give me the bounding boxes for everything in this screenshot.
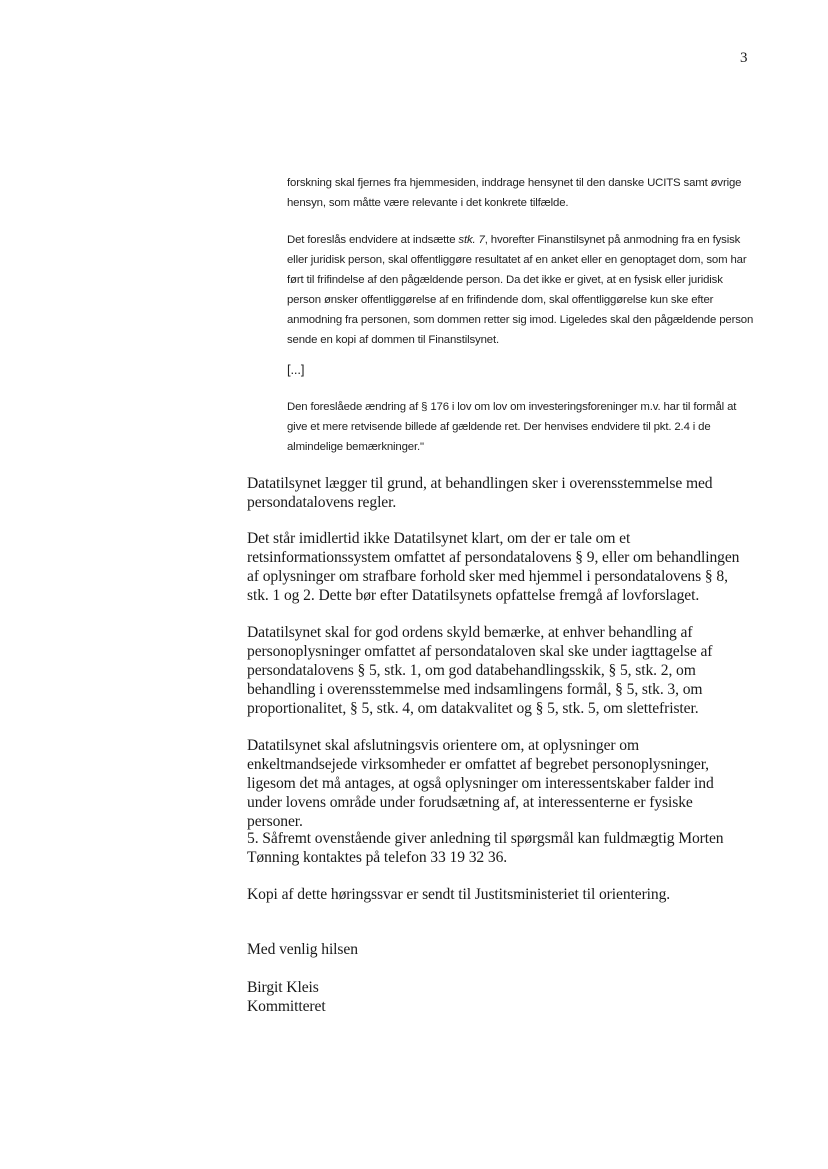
body-paragraph-4: [247, 736, 747, 831]
greeting-text: Med venlig hilsen: [247, 941, 358, 958]
quote-paragraph-2: [287, 230, 757, 350]
body-text-6: Kopi af dette høringssvar er sendt til Justitsministeriet til orientering.: [247, 886, 671, 903]
page-number: 3: [740, 50, 748, 66]
quote-text-3: Den foreslåede ændring af § 176 i lov om lov om investeringsforeninger m.v. har til formål at give et mere retvisende billede af gældende ret. Der henvises endvidere til pkt. 2.4 i de almindelige bemærkninger.": [287, 401, 737, 453]
quote-text-2-italic: stk. 7: [458, 234, 485, 246]
body-paragraph-1: [247, 474, 747, 512]
body-text-3: Datatilsynet skal for god ordens skyld bemærke, at enhver behandling af personoplysninger omfattet af persondataloven skal ske under iagttagelse af persondatalovens § 5, stk. 1, om god databehandlingsskik, § 5, stk. 2, om behandling i overensstemmelse med indsamlingens formål, § 5, stk. 3, om proportionalitet, § 5, stk. 4, om datakvalitet og § 5, stk. 5, om slettefrister.: [247, 624, 713, 717]
body-text-5: 5. Såfremt ovenstående giver anledning til spørgsmål kan fuldmægtig Morten Tønning kontaktes på telefon 33 19 32 36.: [247, 830, 724, 866]
quote-text-2: [287, 230, 757, 350]
body-text-1: Datatilsynet lægger til grund, at behandlingen sker i overensstemmelse med persondatalovens regler.: [247, 475, 713, 511]
signature-block: [247, 978, 747, 1016]
signer-title: Kommitteret: [247, 998, 326, 1015]
body-paragraph-5: [247, 829, 747, 867]
quote-paragraph-1: [287, 173, 757, 213]
body-paragraph-3: [247, 623, 747, 718]
closing-greeting: [247, 940, 747, 959]
quote-text-2-before: Det foreslås endvidere at indsætte: [287, 234, 459, 246]
signer-name: Birgit Kleis: [247, 979, 319, 996]
body-text-2: Det står imidlertid ikke Datatilsynet klart, om der er tale om et retsinformationssystem omfattet af persondatalovens § 9, eller om behandlingen af oplysninger om strafbare forhold sker med hjemmel i persondatalovens § 8, stk. 1 og 2. Dette bør efter Datatilsynets opfattelse fremgå af lovforslaget.: [247, 530, 740, 604]
quote-ellipsis: [287, 360, 757, 380]
quote-ellipsis-text: [...]: [287, 362, 305, 377]
body-paragraph-6: [247, 885, 747, 904]
body-text-4: Datatilsynet skal afslutningsvis orientere om, at oplysninger om enkeltmandsejede virksomheder er omfattet af begrebet personoplysninger, ligesom det må antages, at også oplysninger om interessentskaber falder ind under lovens område under forudsætning af, at interessenterne er fysiske personer.: [247, 737, 714, 830]
quote-text-1: forskning skal fjernes fra hjemmesiden, inddrage hensynet til den danske UCITS samt øvrige hensyn, som måtte være relevante i det konkrete tilfælde.: [287, 177, 742, 209]
body-paragraph-2: [247, 529, 747, 605]
quote-text-2-after: , hvorefter Finanstilsynet på anmodning fra en fysisk eller juridisk person, skal offentliggøre resultatet af en anket eller en genoptaget dom, som har ført til frifindelse af den pågældende person. Da det ikke er givet, at en fysisk eller juridisk person ønsker offentliggørelse af en frifindende dom, skal offentliggørelse kun ske efter anmodning fra personen, som dommen retter sig imod. Ligeledes skal den pågældende person sende en kopi af dommen til Finanstilsynet.: [287, 234, 754, 346]
quote-paragraph-3: [287, 397, 757, 457]
